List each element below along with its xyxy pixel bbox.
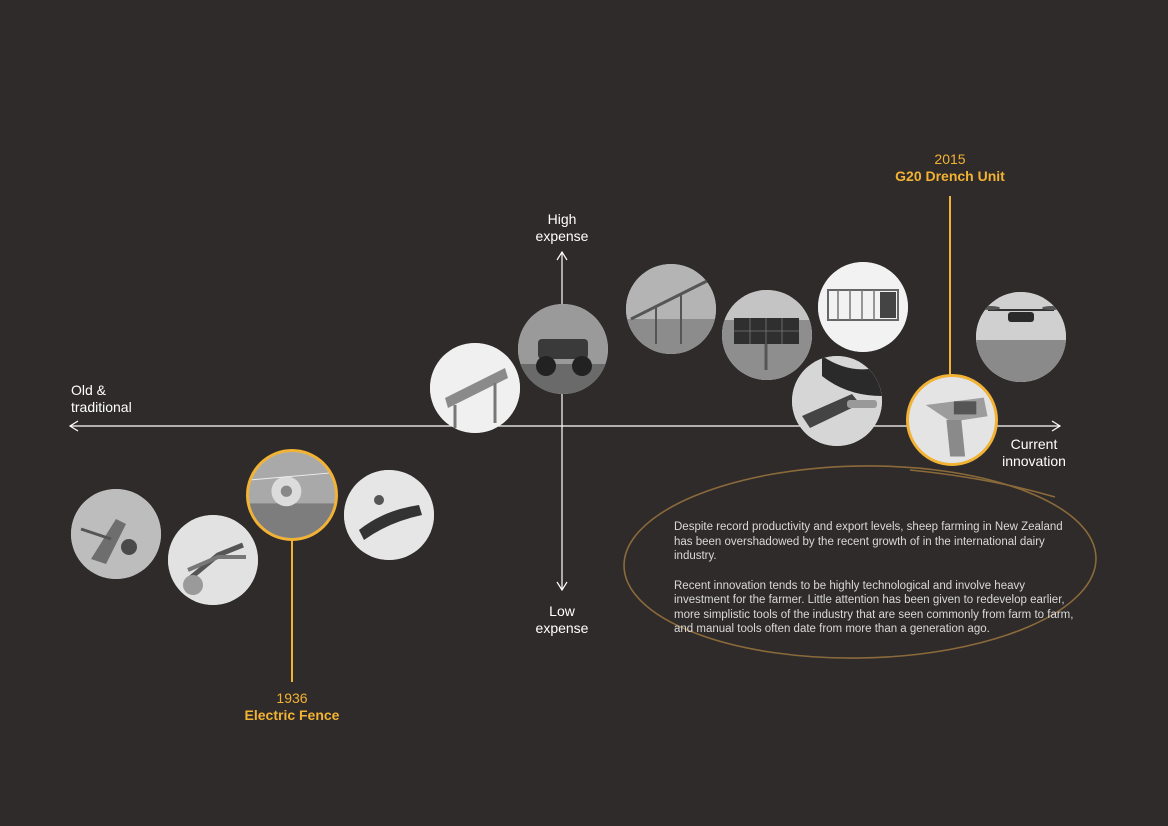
solar-panel-photo-icon [722, 290, 812, 380]
callout-old-name: Electric Fence [244, 707, 340, 723]
bottom-axis-label [522, 603, 602, 637]
drench-gun-photo-icon [906, 374, 998, 466]
feeder-rack-photo-icon [430, 343, 520, 433]
top-axis-label-line: High [547, 211, 577, 227]
hand-tool-photo-icon [344, 470, 434, 560]
ear-tag-scanner-photo-icon [792, 356, 882, 446]
callout-new [870, 151, 1030, 185]
left-axis-label-line: Old & [71, 382, 107, 398]
drone-photo-icon [976, 292, 1066, 382]
right-axis-label-line: innovation [1002, 453, 1066, 469]
bottom-axis-label-line: expense [535, 620, 589, 636]
top-axis-label-line: expense [535, 228, 589, 244]
irrigation-pivot-photo-icon [626, 264, 716, 354]
description-paragraph-2: Recent innovation tends to be highly technological and involve heavy investment for the farmer. Little attention has been given to redevelop earlier, more simplistic tools of the industry that are seen commonly from farm to farm, and manual tools often date from more than a generation ago. [674, 579, 1074, 635]
livestock-crate-photo-icon [818, 262, 908, 352]
left-axis-label [71, 382, 132, 416]
left-axis-label-line: traditional [71, 399, 132, 415]
description-paragraph-1: Despite record productivity and export levels, sheep farming in New Zealand has been overshadowed by the recent growth of in the international dairy industry. [674, 521, 1063, 562]
pliers-tool-photo-icon [168, 515, 258, 605]
shearing-tool-photo-icon [71, 489, 161, 579]
bottom-axis-label-line: Low [549, 603, 575, 619]
callout-new-year: 2015 [934, 151, 966, 167]
top-axis-label [522, 211, 602, 245]
electric-fence-reel-photo-icon [246, 449, 338, 541]
quad-bike-photo-icon [518, 304, 608, 394]
callout-old-year: 1936 [276, 690, 308, 706]
callout-new-name: G20 Drench Unit [895, 168, 1005, 184]
right-axis-label-line: Current [1010, 436, 1058, 452]
description [674, 520, 1074, 637]
callout-old [212, 690, 372, 724]
right-axis-label [994, 436, 1074, 470]
